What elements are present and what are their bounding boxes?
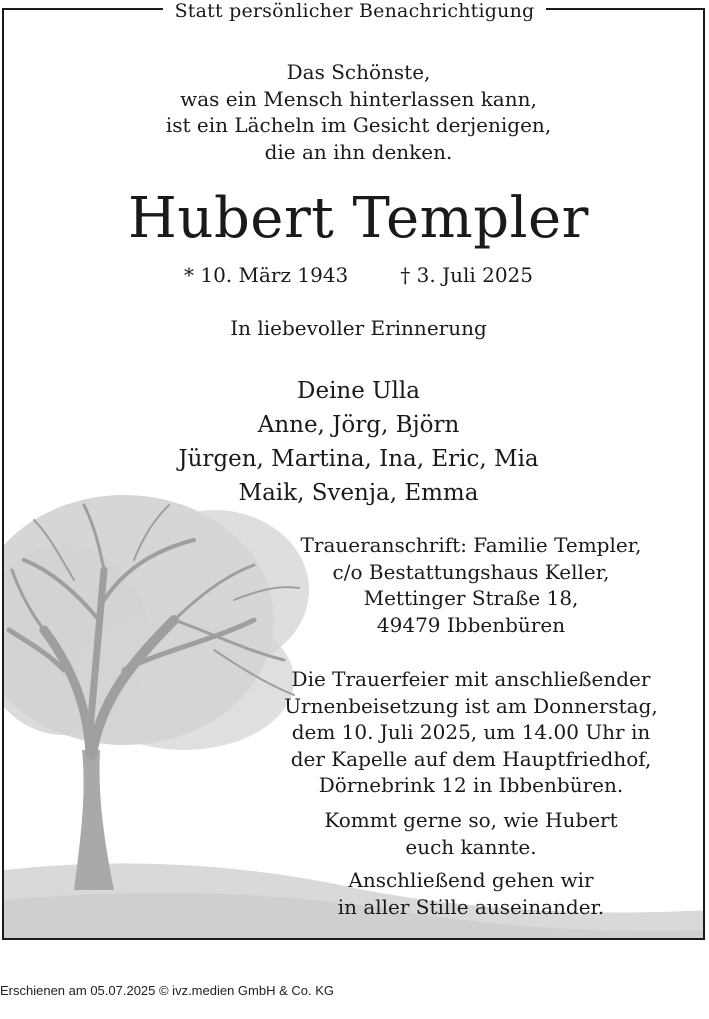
funeral-info	[266, 666, 676, 799]
after-line: in aller Stille auseinander.	[337, 894, 605, 919]
funeral-line: Urnenbeisetzung ist am Donnerstag,	[284, 693, 658, 718]
address-line: Traueranschrift: Familie Templer,	[300, 533, 642, 557]
header-label-text: Statt persönlicher Benachrichtigung	[163, 0, 547, 22]
come-line: Kommt gerne so, wie Hubert	[324, 808, 618, 832]
address-line: c/o Bestattungshaus Keller,	[332, 559, 610, 584]
memory-line: In liebevoller Erinnerung	[230, 316, 487, 340]
family-line: Deine Ulla	[297, 378, 420, 404]
funeral-line: Die Trauerfeier mit anschließender	[291, 667, 651, 691]
come-as-you-are	[266, 807, 676, 860]
closing-note	[266, 867, 676, 920]
death-date: † 3. Juli 2025	[400, 263, 534, 287]
birth-date: * 10. März 1943	[183, 263, 349, 287]
publication-footer: Erschienen am 05.07.2025 © ivz.medien GmbH & Co. KG	[0, 983, 335, 998]
funeral-line: dem 10. Juli 2025, um 14.00 Uhr in	[291, 720, 651, 744]
family-line: Anne, Jörg, Björn	[257, 412, 460, 438]
come-line: euch kannte.	[405, 834, 537, 859]
family-line: Maik, Svenja, Emma	[238, 480, 479, 506]
family-line: Jürgen, Martina, Ina, Eric, Mia	[178, 446, 539, 472]
quote-line: die an ihn denken.	[264, 139, 453, 164]
quote-line: was ein Mensch hinterlassen kann,	[180, 86, 537, 111]
family-block	[4, 374, 705, 510]
address-line: Mettinger Straße 18,	[363, 586, 579, 610]
quote-block	[4, 59, 705, 165]
deceased-name: Hubert Templer	[128, 186, 589, 251]
quote-line: Das Schönste,	[286, 60, 431, 84]
header-label	[0, 0, 709, 22]
funeral-line: der Kapelle auf dem Hauptfriedhof,	[290, 746, 652, 771]
funeral-line: Dörnebrink 12 in Ibbenbüren.	[318, 773, 624, 797]
life-dates	[4, 262, 705, 288]
obituary-frame	[2, 8, 705, 940]
after-line: Anschließend gehen wir	[348, 868, 594, 892]
address-line: 49479 Ibbenbüren	[376, 612, 566, 637]
quote-line: ist ein Lächeln im Gesicht derjenigen,	[165, 113, 552, 137]
mourning-address	[266, 532, 676, 638]
